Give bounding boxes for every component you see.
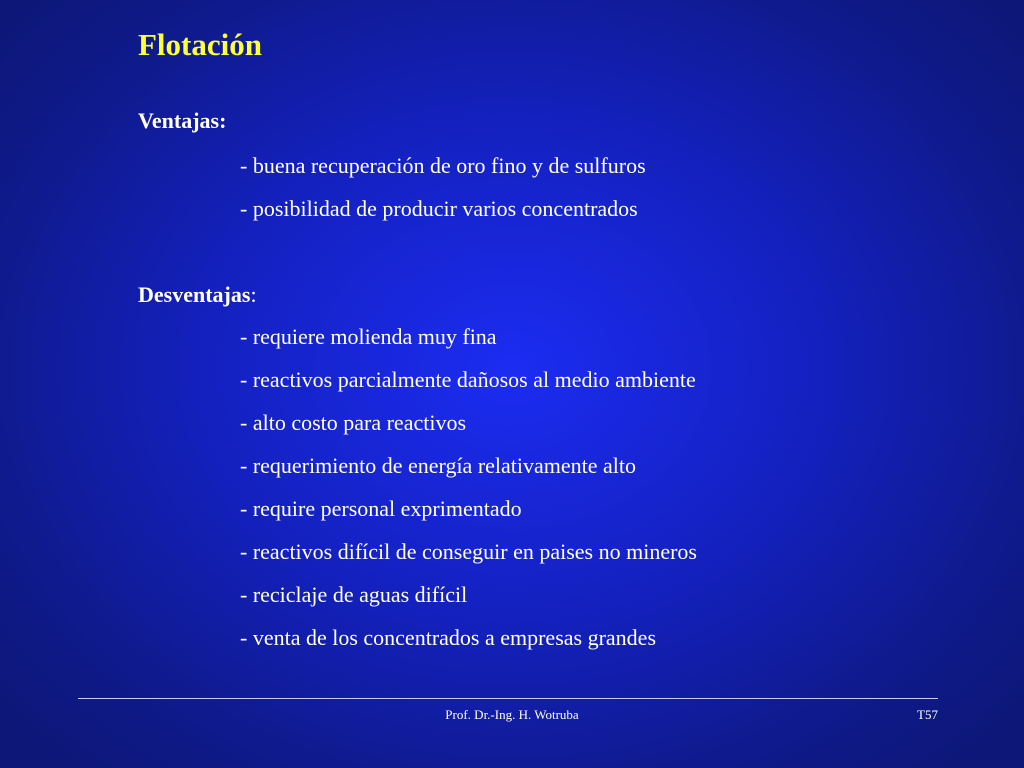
footer-divider (78, 698, 938, 699)
list-item: - require personal exprimentado (240, 496, 522, 521)
advantages-heading: Ventajas: (138, 108, 227, 133)
list-item: - buena recuperación de oro fino y de sulfuros (240, 153, 646, 178)
slide-number: T57 (917, 707, 938, 722)
advantages-list (240, 144, 646, 230)
list-item: - reciclaje de aguas difícil (240, 582, 468, 607)
list-item: - reactivos difícil de conseguir en paises no mineros (240, 539, 697, 564)
disadvantages-heading (138, 280, 257, 310)
disadvantages-heading-colon: : (250, 282, 257, 307)
disadvantages-heading-text: Desventajas (138, 282, 251, 307)
list-item: - venta de los concentrados a empresas grandes (240, 625, 657, 650)
list-item: - reactivos parcialmente dañosos al medio ambiente (240, 367, 696, 392)
list-item: - requerimiento de energía relativamente alto (240, 453, 637, 478)
list-item: - alto costo para reactivos (240, 410, 467, 435)
slide-title: Flotación (138, 27, 262, 62)
footer-author: Prof. Dr.-Ing. H. Wotruba (445, 707, 579, 722)
list-item: - requiere molienda muy fina (240, 324, 497, 349)
disadvantages-list (240, 315, 697, 659)
list-item: - posibilidad de producir varios concentrados (240, 196, 638, 221)
